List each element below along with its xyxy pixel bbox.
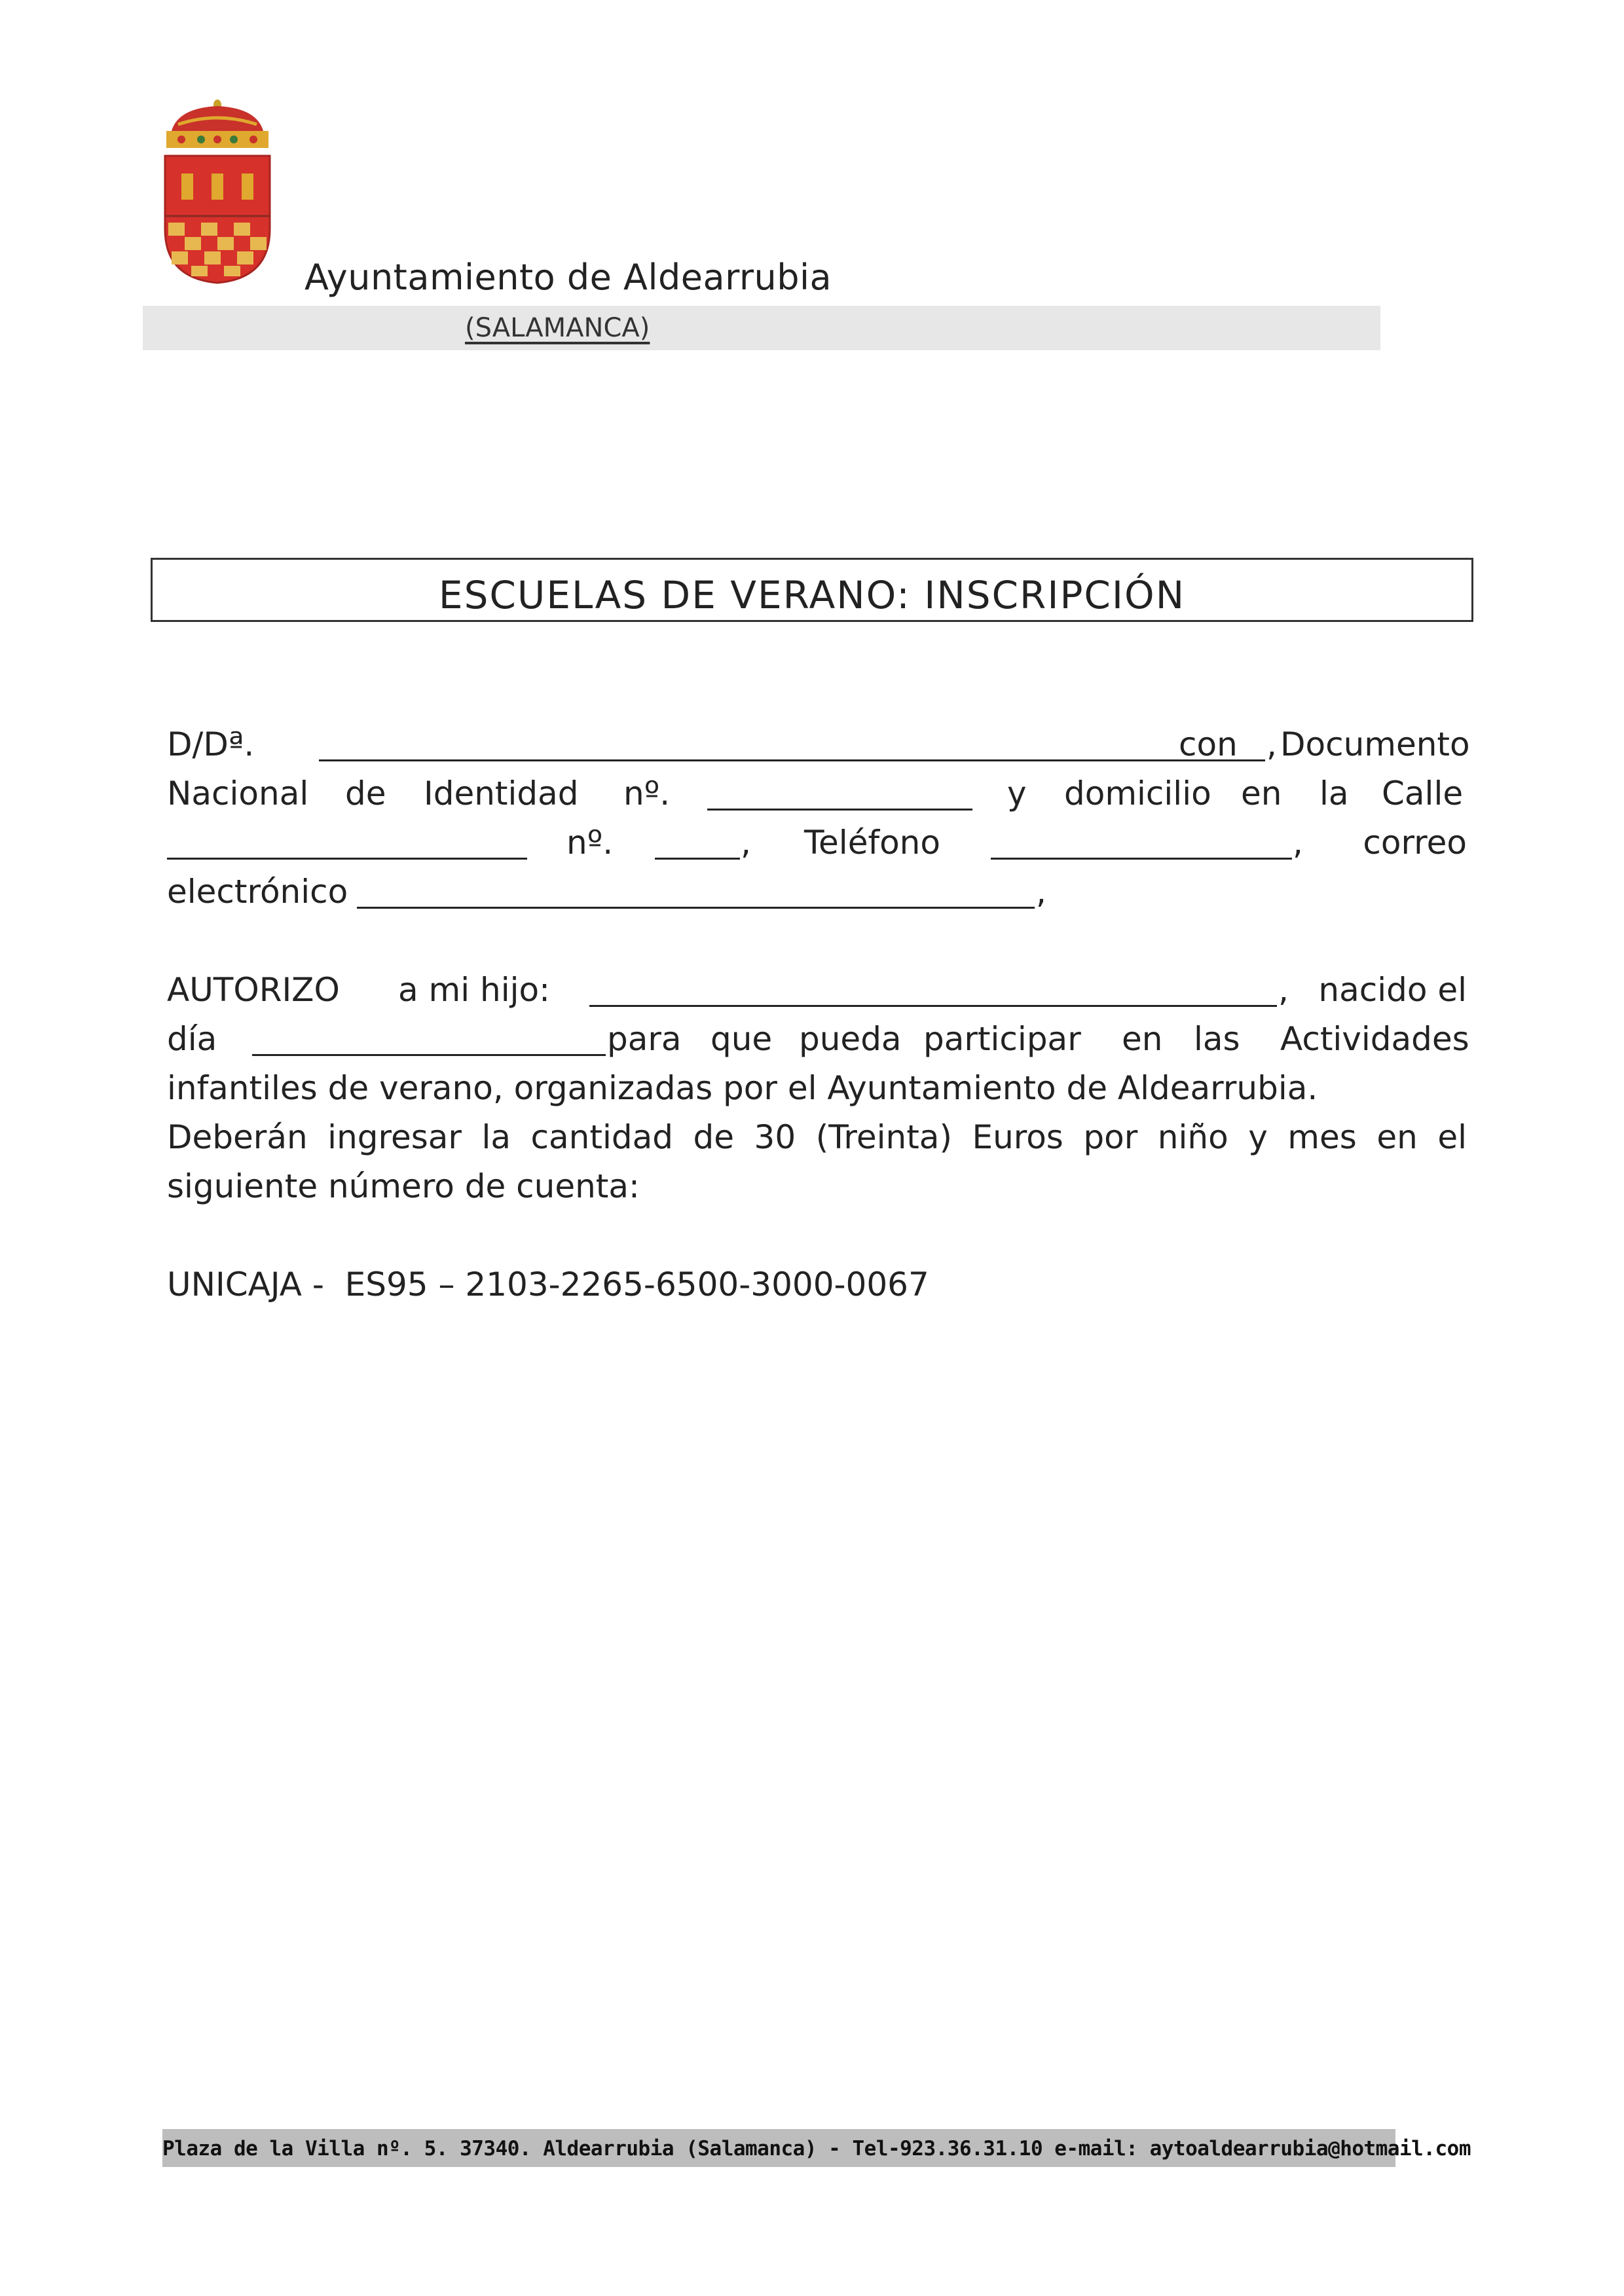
word-dia: día — [167, 1020, 217, 1058]
word-la: la — [1320, 774, 1349, 812]
word-y: y — [1007, 774, 1027, 812]
comma-4: , — [1036, 873, 1046, 911]
word-telefono: Teléfono — [804, 824, 940, 862]
email-field[interactable] — [357, 907, 1035, 909]
word-electronico: electrónico — [167, 873, 348, 911]
word-nacido-el: nacido el — [1318, 971, 1467, 1009]
street-field[interactable] — [167, 858, 527, 860]
form-line-2 — [167, 774, 1467, 820]
word-correo: correo — [1363, 824, 1467, 862]
footer-address: Plaza de la Villa nº. 5. 37340. Aldearrubia (Salamanca) - Tel-923.36.31.10 e-mail: aytoaldearrubia@hotmail.com — [162, 2137, 1471, 2160]
crown-icon — [166, 100, 268, 148]
word-no: nº. — [623, 774, 671, 812]
form-line-3 — [167, 824, 1467, 869]
phone-field[interactable] — [991, 858, 1292, 860]
form-line-8: Deberán ingresar la cantidad de 30 (Treinta) Euros por niño y mes en el — [167, 1118, 1467, 1156]
form-line-7: infantiles de verano, organizadas por el Ayuntamiento de Aldearrubia. — [167, 1069, 1318, 1107]
comma-3a: , — [741, 824, 751, 862]
word-calle: Calle — [1382, 774, 1464, 812]
header-band — [143, 306, 1380, 350]
word-para: para — [607, 1020, 682, 1058]
word-las: las — [1194, 1020, 1240, 1058]
label-dd: D/Dª. — [167, 725, 255, 763]
municipality-name: Ayuntamiento de Aldearrubia — [304, 257, 832, 298]
form-line-9: siguiente número de cuenta: — [167, 1167, 640, 1205]
shield-icon — [165, 156, 270, 283]
word-participar: participar — [923, 1020, 1081, 1058]
word-nacional: Nacional — [167, 774, 309, 812]
word-domicilio: domicilio — [1064, 774, 1211, 812]
form-line-6 — [167, 1020, 1467, 1066]
child-name-field[interactable] — [589, 1005, 1277, 1007]
word-que: que — [710, 1020, 773, 1058]
coat-of-arms-logo — [152, 92, 283, 288]
word-no-2: nº. — [566, 824, 614, 862]
word-en: en — [1241, 774, 1282, 812]
number-field[interactable] — [655, 858, 740, 860]
name-field[interactable] — [319, 759, 1265, 761]
label-documento: Documento — [1280, 725, 1470, 763]
comma-1: , — [1266, 725, 1277, 763]
word-autorizo: AUTORIZO — [167, 971, 340, 1009]
word-a-mi-hijo: a mi hijo: — [398, 971, 550, 1009]
word-pueda: pueda — [799, 1020, 902, 1058]
label-con: con — [1179, 725, 1238, 763]
province-label: (SALAMANCA) — [465, 313, 650, 343]
bank-account: UNICAJA - ES95 – 2103-2265-6500-3000-0067 — [167, 1266, 929, 1303]
document-title: ESCUELAS DE VERANO: INSCRIPCIÓN — [438, 573, 1186, 617]
form-line-1 — [167, 725, 1470, 771]
form-line-4 — [167, 873, 1467, 919]
dni-field[interactable] — [707, 809, 972, 811]
word-en-2: en — [1122, 1020, 1163, 1058]
comma-3b: , — [1293, 824, 1303, 862]
form-line-5 — [167, 971, 1467, 1017]
comma-5: , — [1278, 971, 1289, 1009]
word-de: de — [345, 774, 386, 812]
footer-band — [162, 2129, 1471, 2167]
birth-date-field[interactable] — [252, 1054, 606, 1056]
word-actividades: Actividades — [1280, 1020, 1469, 1058]
word-identidad: Identidad — [424, 774, 579, 812]
title-box — [151, 558, 1473, 622]
